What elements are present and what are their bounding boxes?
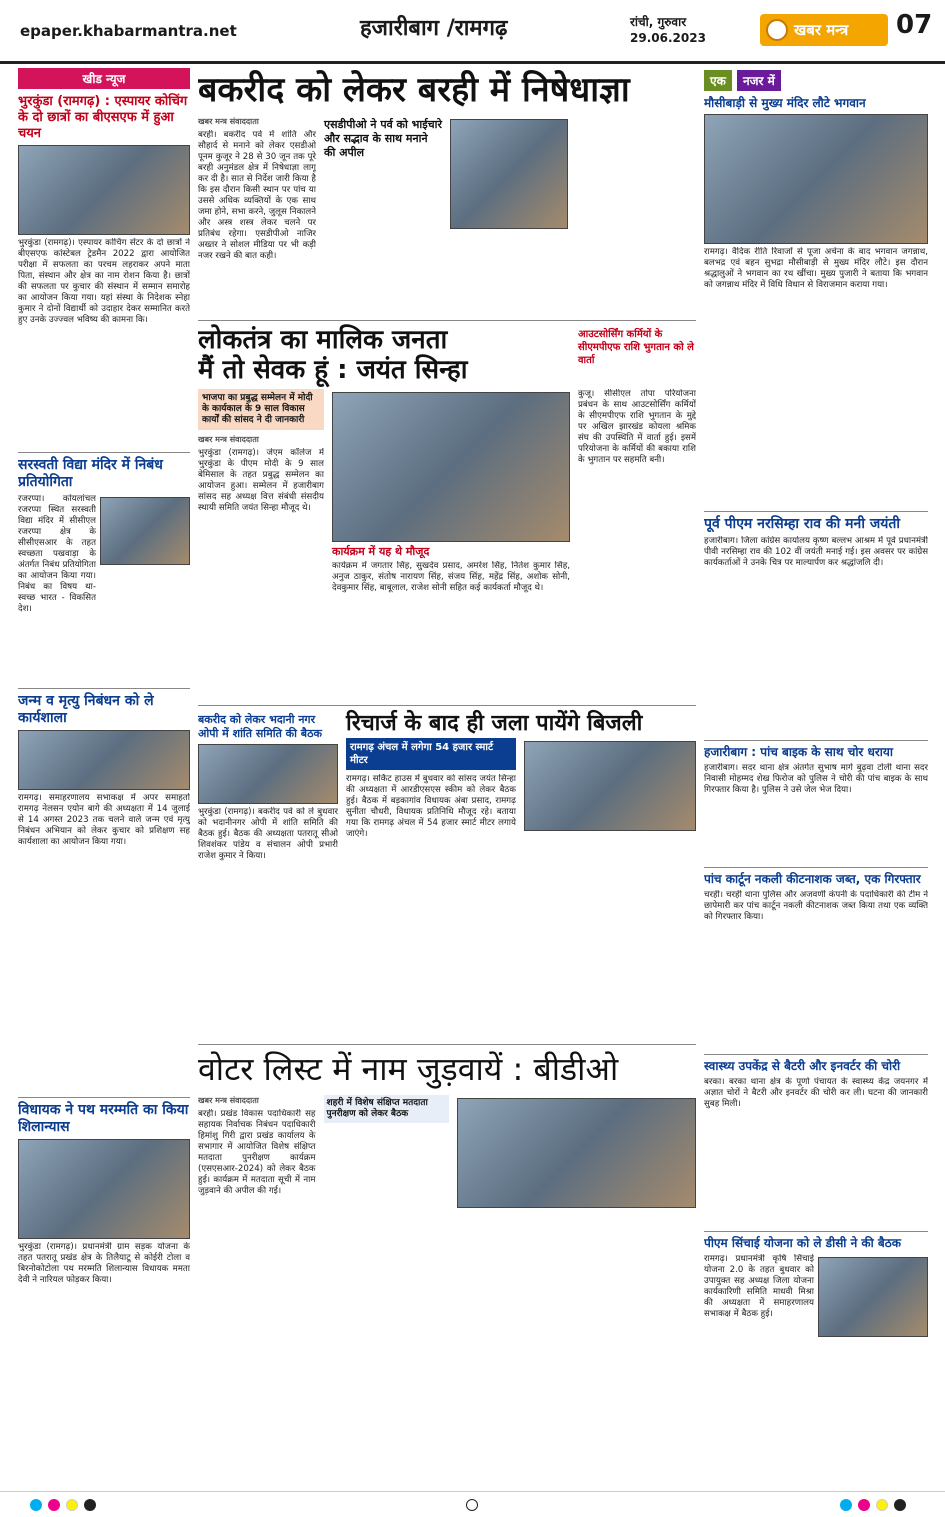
edition-date xyxy=(630,14,706,46)
logo-text: खबर मन्त्र xyxy=(794,21,849,39)
divider xyxy=(198,705,696,706)
registration-dot xyxy=(48,1499,60,1511)
divider xyxy=(704,867,928,868)
meeting-photo xyxy=(818,1257,928,1337)
meeting-photo xyxy=(457,1098,696,1208)
story-headline[interactable]: सरस्वती विद्या मंदिर में निबंध प्रतियोगिता xyxy=(18,457,163,490)
story-body: रामगढ़। प्रधानमंत्री कृषि सिंचाई योजना 2.0 के तहत बुधवार को उपायुक्त सह अध्यक्ष जिला योजना कार्यकारिणी समिति माधवी मिश्रा की अध्यक्षता में समाहरणालय सभाकक्ष में बैठक हुई। xyxy=(704,1254,814,1319)
story-body: रामगढ़। समाहरणालय सभाकक्ष में अपर समाहर्ता रामगढ़ नेलसन एयोन बागे की अध्यक्षता में 14 जुलाई से 14 अगस्त 2023 तक चलने वाले जन्म एवं मृत्यु निबंधन अभियान को लेकर कुचार को प्रशिक्षण सह कार्यशाला का आयोजन किया गया। xyxy=(18,793,190,847)
highlight-box: भाजपा का प्रबुद्ध सम्मेलन में मोदी के कार्यकाल के 9 साल विकास कार्यों की सांसद ने दी जानकारी xyxy=(198,389,324,430)
side-story xyxy=(578,325,696,385)
meeting-photo xyxy=(198,744,338,804)
lead-subhead: एसडीपीओ ने पर्व को भाईचारे और सद्भाव के साथ मनाने की अपील xyxy=(324,118,443,159)
page-number: 07 xyxy=(896,10,933,40)
registration-dot xyxy=(858,1499,870,1511)
section-title: हजारीबाग /रामगढ़ xyxy=(360,16,508,41)
story-headline[interactable]: पांच कार्टून नकली कीटनाशक जब्त, एक गिरफ्तार xyxy=(704,872,921,886)
kicker-b: नजर में xyxy=(737,70,781,91)
lead-story xyxy=(198,116,696,316)
story-body: बरही। प्रखंड विकास पदाधिकारी सह सहायक निर्वाचक निबंधन पदाधिकारी हिमांशु गिरी द्वारा प्रखंड कार्यालय के सभागार में आयोजित विशेष संक्षिप्त मतदाता पुनरीक्षण कार्यक्रम (एसएसआर-2024) को लेकर बैठक हुई। कार्यक्रम में मतदाता सूची में नाम जुड़वाने की अपील की गई। xyxy=(198,1109,316,1196)
fourth-headline[interactable]: वोटर लिस्ट में नाम जुड़वायें : बीडीओ xyxy=(198,1050,619,1088)
second-headline-line1[interactable]: लोकतंत्र का मालिक जनता xyxy=(198,325,448,355)
story-headline[interactable]: जन्म व मृत्यु निबंधन को ले कार्यशाला xyxy=(18,693,154,726)
news-photo xyxy=(100,497,190,565)
city-day: रांची, गुरुवार xyxy=(630,15,687,29)
procession-photo xyxy=(704,114,928,244)
right-column xyxy=(704,66,928,1487)
third-headline[interactable]: रिचार्ज के बाद ही जला पायेंगे बिजली xyxy=(346,711,643,736)
divider xyxy=(198,1044,696,1045)
print-footer xyxy=(0,1491,945,1517)
byline: खबर मन्त्र संवाददाता xyxy=(198,117,259,126)
registration-crosshair-icon xyxy=(466,1499,478,1511)
story-headline[interactable]: विधायक ने पथ मरम्मति का किया शिलान्यास xyxy=(18,1102,189,1135)
story-headline[interactable]: भुरकुंडा (रामगढ़) : एस्पायर कोचिंग के दो छात्रों का बीएसएफ में हुआ चयन xyxy=(18,94,188,141)
right-kicker xyxy=(704,68,928,93)
side-headline[interactable]: आउटसोर्सिंग कर्मियों के सीएमपीएफ राशि भुगतान को ले वार्ता xyxy=(578,329,694,366)
side-body: कुजू। सीसीएल तोपा परियोजना प्रबंधन के साथ आउटसोर्सिंग कर्मियों के सीएमपीएफ राशि भुगतान के मुद्दे पर अखिल झारखंड कोयला श्रमिक संघ की उपस्थिति में वार्ता हुई। इसमें परियोजना के कर्मियों की बकाया राशि के भुगतान पर सहमति बनी। xyxy=(578,389,696,465)
divider xyxy=(18,688,190,689)
story-headline[interactable]: मौसीबाड़ी से मुख्य मंदिर लौटे भगवान xyxy=(704,96,866,110)
story-body: रामगढ़। सर्किट हाउस में बुधवार को सांसद जयंत सिन्हा की अध्यक्षता में आरडीएसएस स्कीम को लेकर बैठक हुई। बैठक में बड़कागांव विधायक अंबा प्रसाद, रामगढ़ सुनीता चौधरी, विधायक प्रतिनिधि मौजूद रहे। बताया गया कि रामगढ़ अंचल में 54 हजार स्मार्ट मीटर लगाये जाएंगे। xyxy=(346,774,516,839)
news-photo xyxy=(18,145,190,235)
logo-icon xyxy=(766,19,788,41)
divider xyxy=(18,452,190,453)
third-subhead: रामगढ़ अंचल में लगेगा 54 हजार स्मार्ट मीटर xyxy=(346,738,516,770)
story-body: भुरकुंडा (रामगढ़)। बकरीद पर्व को ले बुधवार को भदानीनगर ओपी में शांति समिति की बैठक हुई। बैठक की अध्यक्षता पतरातू सीओ शिवशंकर पांडेय व संचालन ओपी प्रभारी राजेश कुमार ने किया। xyxy=(198,807,338,861)
registration-dot xyxy=(840,1499,852,1511)
registration-dot xyxy=(894,1499,906,1511)
main-column xyxy=(198,66,696,1487)
divider xyxy=(704,740,928,741)
news-photo xyxy=(18,730,190,790)
story-body: बरही। बकरीद पर्व में शांति और सौहार्द से मनाने को लेकर एसडीओ पूनम कुजूर ने 28 से 30 जून तक पूरे बरही अनुमंडल क्षेत्र में निषेधाज्ञा लागू कर दी है। सात से निर्देश जारी किया है कि इस दौरान किसी स्थान पर पांच या उससे अधिक व्यक्तियों के एक साथ जमा होने, सभा करने, जुलूस निकालने और अस्त्र शस्त्र लेकर चलने पर प्रतिबंध रहेगा। एसडीपीओ नाजिर अख्तर ने सोशल मीडिया पर भी कड़ी नजर रखने की बात कही। xyxy=(198,130,316,261)
kicker-a: एक xyxy=(704,70,732,91)
news-photo xyxy=(18,1139,190,1239)
story-headline[interactable]: स्वास्थ्य उपकेंद्र से बैटरी और इनवर्टर की चोरी xyxy=(704,1059,901,1073)
lead-headline[interactable]: बकरीद को लेकर बरही में निषेधाज्ञा xyxy=(198,70,630,110)
meeting-photo xyxy=(524,741,696,831)
divider xyxy=(704,1231,928,1232)
fourth-subhead: शहरी में विशेष संक्षिप्त मतदाता पुनरीक्षण को लेकर बैठक xyxy=(324,1095,449,1123)
left-kicker: खीड न्यूज xyxy=(18,68,190,89)
divider xyxy=(198,320,696,321)
event-photo xyxy=(332,392,570,542)
registration-dot xyxy=(30,1499,42,1511)
registration-dot xyxy=(876,1499,888,1511)
byline: खबर मन्त्र संवाददाता xyxy=(198,1096,259,1105)
third-left-headline[interactable]: बकरीद को लेकर भदानी नगर ओपी में शांति समिति की बैठक xyxy=(198,713,322,740)
story-body: हजारीबाग। जिला कांग्रेस कार्यालय कृष्ण बल्लभ आश्रम में पूर्व प्रधानमंत्री पीवी नरसिम्हा राव की 102 वीं जयंती मनाई गई। इस अवसर पर कांग्रेस कार्यकर्ताओं ने उनके चित्र पर माल्यार्पण कर श्रद्धांजलि दी। xyxy=(704,536,928,568)
story-body: भुरकुंडा (रामगढ़)। प्रधानमंत्री ग्राम सड़क योजना के तहत पतरातू प्रखंड क्षेत्र के तिलैयाटू से कोईरी टोला व बिरनोकोटोला पथ मरम्मति शिलान्यास विधायक ममता देवी ने नारियल फोड़कर किया। xyxy=(18,1242,190,1285)
box-headline: कार्यक्रम में यह थे मौजूद xyxy=(332,545,430,558)
story-body: भुरकुंडा (रामगढ़)। जेएम कॉलेज में भुरकुंडा के पीएम मोदी के 9 साल बेमिसाल के तहत प्रबुद्ध सम्मेलन का आयोजन हुआ। सम्मेलन में हजारीबाग सांसद सह अध्यक्ष वित्त संबंधी संसदीय स्थायी समिति जयंत सिन्हा मौजूद थे। xyxy=(198,448,324,513)
story-headline[interactable]: पूर्व पीएम नरसिम्हा राव की मनी जयंती xyxy=(704,516,900,532)
story-body: बरका। बरका थाना क्षेत्र के पूर्णा पंचायत के स्वास्थ्य केंद्र जयनगर में अज्ञात चोरों ने बैटरी और इनवर्टर की चोरी कर ली। घटना की जानकारी सुबह मिली। xyxy=(704,1077,928,1109)
box-body: कार्यक्रम में जगतार सिंह, सुखदेव प्रसाद, अमरेश सिंह, नितेश कुमार सिंह, अनुज ठाकुर, संतोष नारायण सिंह, संजय सिंह, महेंद्र सिंह, अशोक सोनी, देवकुमार सिंह, बाबूलाल, राजेश सोनी सहित कई कार्यकर्ता मौजूद थे। xyxy=(332,561,570,593)
left-column xyxy=(18,66,190,1487)
divider xyxy=(704,511,928,512)
divider xyxy=(18,1097,190,1098)
divider xyxy=(704,1054,928,1055)
story-body: रामगढ़। वैदिक रीति रिवाजों से पूजा अर्चना के बाद भगवान जगन्नाथ, बलभद्र एवं बहन सुभद्रा मौसीबाड़ी से मुख्य मंदिर लौटे। इस दौरान श्रद्धालुओं ने भगवान का रथ खींचा। मुख्य पुजारी ने बताया कि भगवान को जगन्नाथ मंदिर में विधि विधान से विराजमान कराया गया। xyxy=(704,247,928,290)
date: 29.06.2023 xyxy=(630,31,706,45)
epaper-url[interactable]: epaper.khabarmantra.net xyxy=(20,22,237,40)
masthead xyxy=(0,0,945,64)
official-photo xyxy=(450,119,568,229)
second-headline-line2[interactable]: मैं तो सेवक हूं : जयंत सिन्हा xyxy=(198,355,468,385)
registration-dot xyxy=(84,1499,96,1511)
byline: खबर मन्त्र संवाददाता xyxy=(198,435,259,444)
story-body: रजरप्पा। कोयलांचल रजरप्पा स्थित सरस्वती विद्या मंदिर में सीसीएल रजरप्पा क्षेत्र के सीसीएसआर के तहत स्वच्छता पखवाड़ा के अंतर्गत निबंध प्रतियोगिता का आयोजन किया गया। निबंध का विषय था- स्वच्छ भारत - विकसित देश। xyxy=(18,494,96,614)
story-headline[interactable]: हजारीबाग : पांच बाइक के साथ चोर धराया xyxy=(704,745,893,759)
story-headline[interactable]: पीएम सिंचाई योजना को ले डीसी ने की बैठक xyxy=(704,1236,901,1250)
registration-dot xyxy=(66,1499,78,1511)
story-body: हजारीबाग। सदर थाना क्षेत्र अंतर्गत सुभाष मार्ग बुढ़वा टोली थाना सदर निवासी मोहम्मद शेख फिरोज को पुलिस ने चोरी की पांच बाइक के साथ गिरफ्तार किया है। पुलिस ने उसे जेल भेज दिया। xyxy=(704,763,928,795)
story-body: भुरकुंडा (रामगढ़)। एस्पायर कोचिंग सेंटर के दो छात्रों ने बीएसएफ कांस्टेबल ट्रेडमैन 2022 द्वारा आयोजित परीक्षा में सफलता का परचम लहराकर अपने माता पिता, संस्थान और क्षेत्र का नाम रोशन किया है। छात्रों की सफलता पर कुचार की संस्थान में सम्मान समारोह का आयोजन किया गया। यहां संस्था के निदेशक स्नेहा कुमार ने दोनों विद्यार्थी को उदाहार देकर सम्मानित करते हुए उनके उज्ज्वल भविष्य की कामना कि। xyxy=(18,238,190,325)
story-body: चरही। चरही थाना पुलिस और अजवर्णी कंपनी के पदाधिकारी की टीम ने छापेमारी कर पांच कार्टून नकली कीटनाशक जब्त किया तथा एक व्यक्ति को गिरफ्तार किया। xyxy=(704,890,928,922)
brand-logo xyxy=(760,14,888,46)
